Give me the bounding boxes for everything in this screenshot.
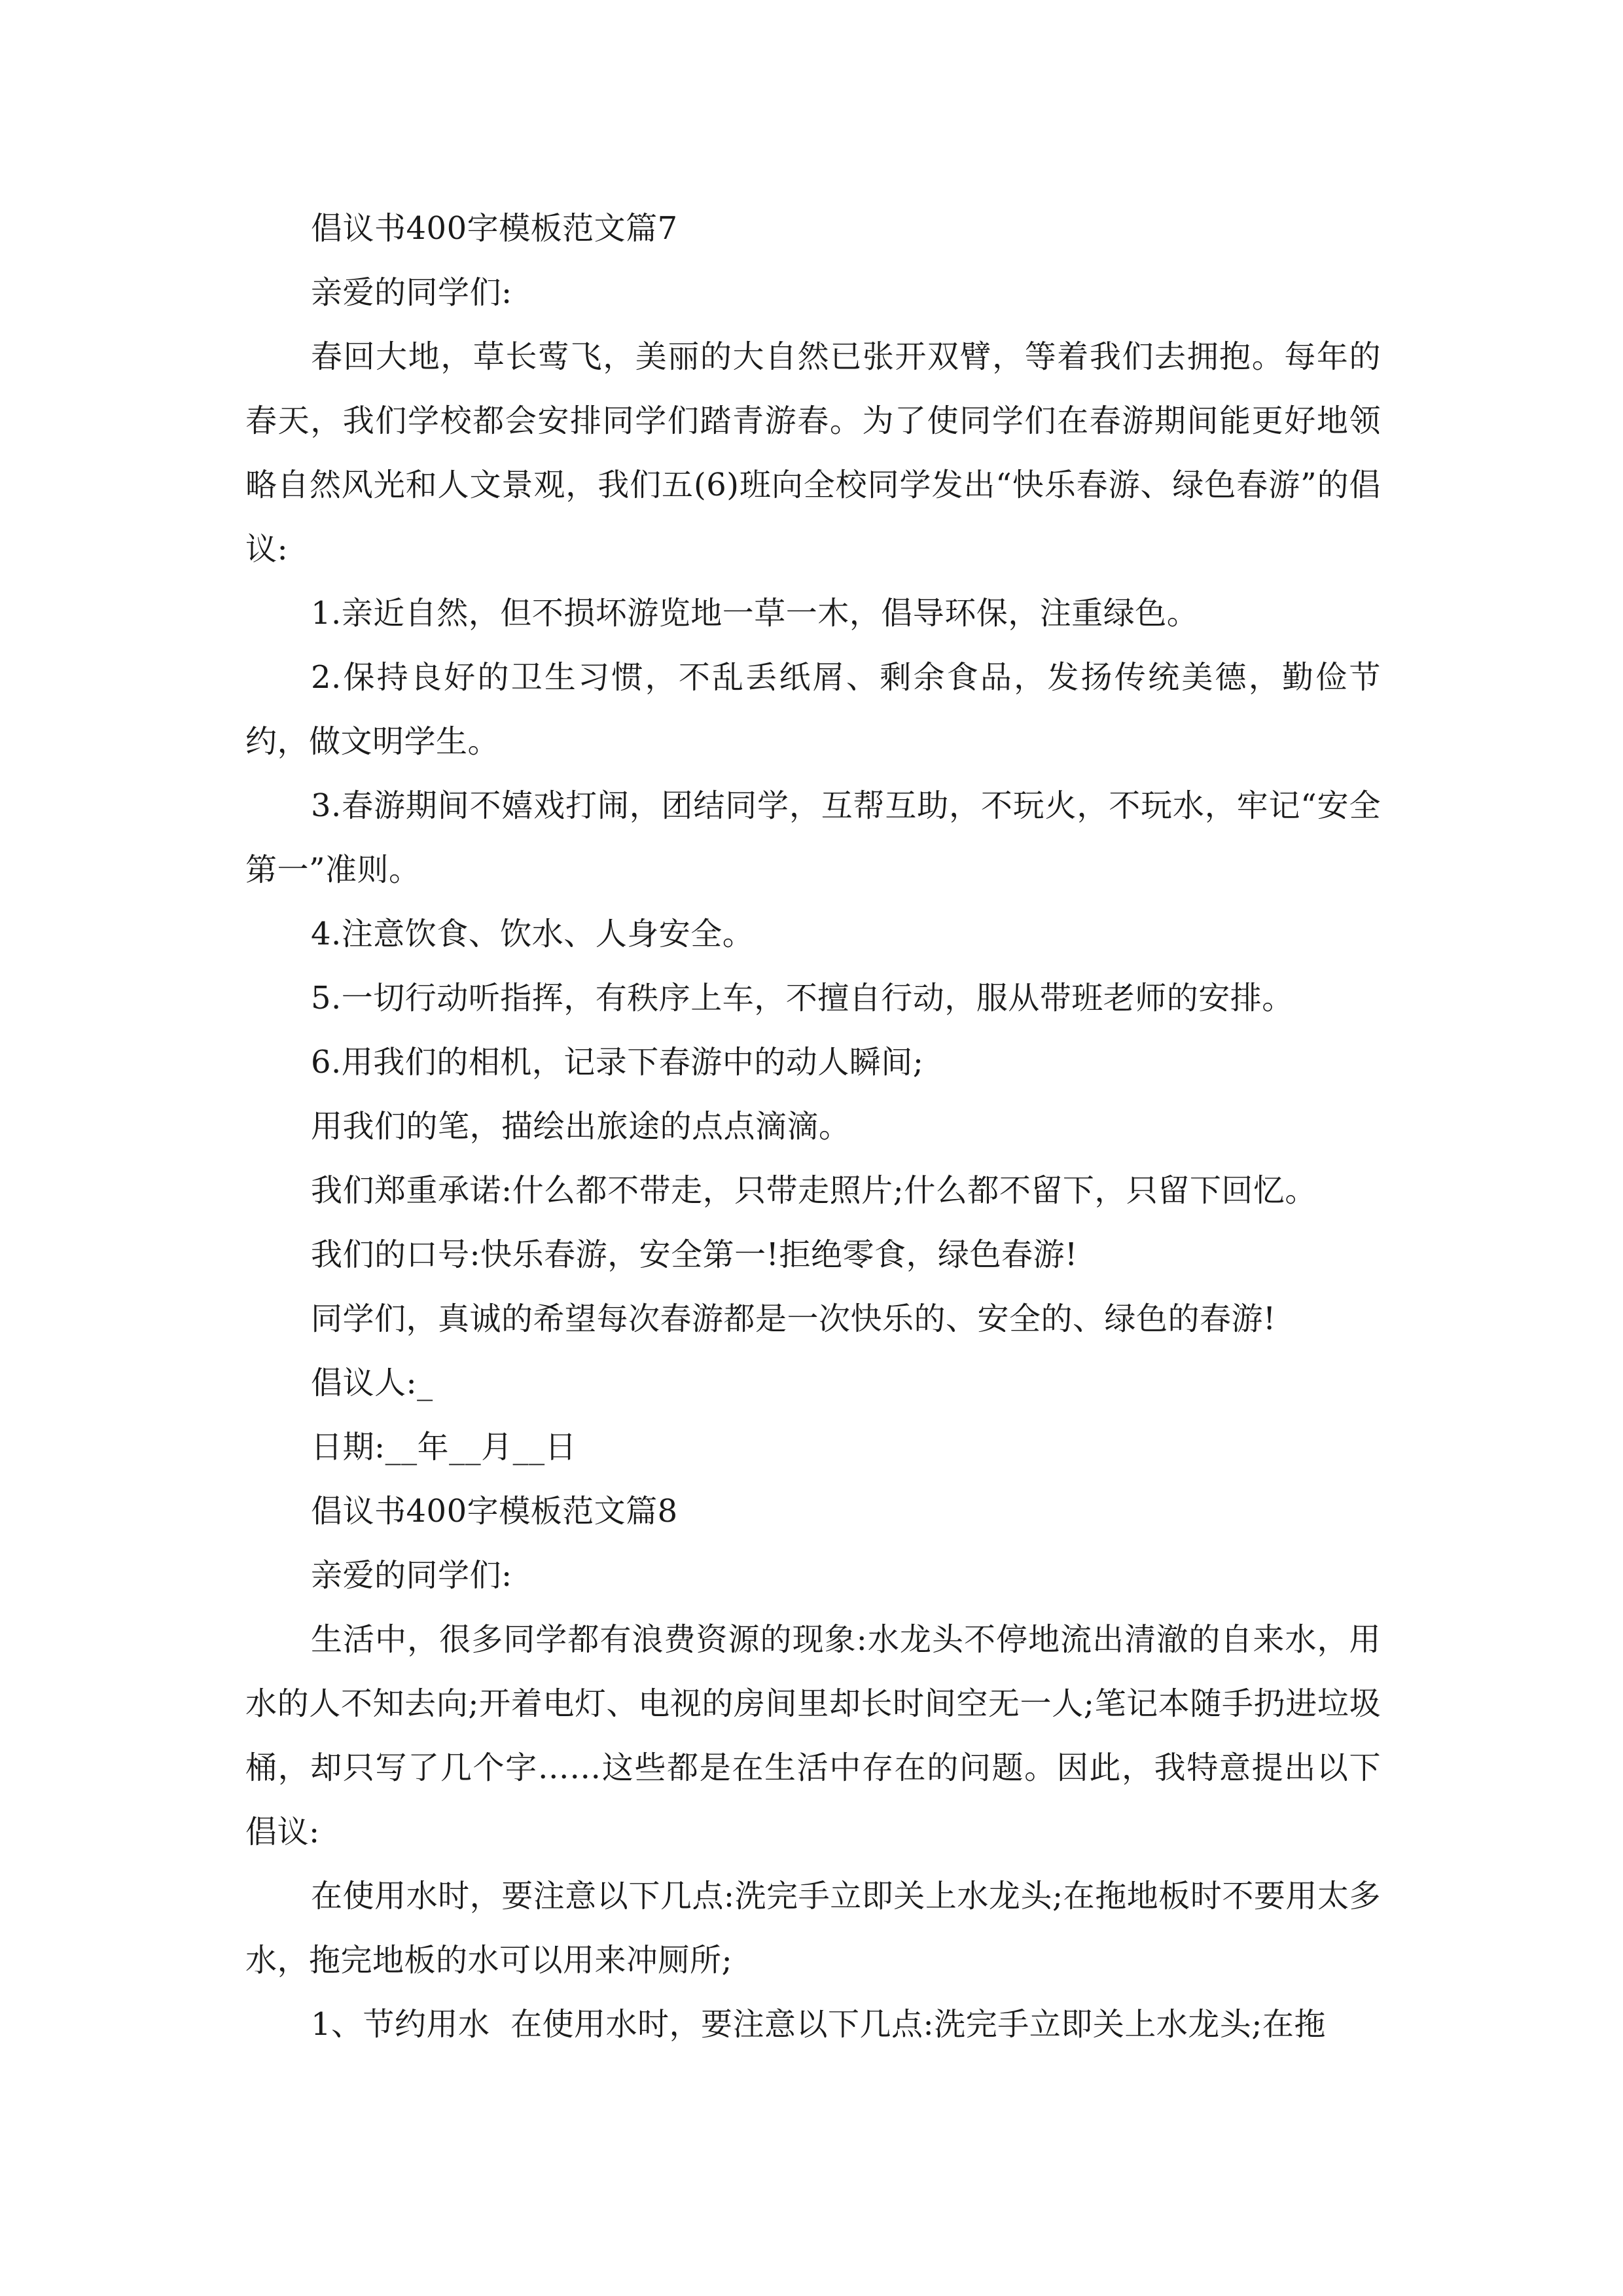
section-8-title: 倡议书400字模板范文篇8 [311, 1493, 678, 1530]
section-7-promise: 我们郑重承诺:什么都不带走，只带走照片;什么都不留下，只留下回忆。 [311, 1172, 1317, 1209]
section-7-wish: 同学们，真诚的希望每次春游都是一次快乐的、安全的、绿色的春游! [311, 1300, 1276, 1337]
section-7-initiator: 倡议人:_ [311, 1365, 433, 1401]
section-7-item-6: 6.用我们的相机，记录下春游中的动人瞬间; [311, 1044, 924, 1081]
section-7-pen-line: 用我们的笔，描绘出旅途的点点滴滴。 [311, 1108, 851, 1145]
section-7-item-2: 2.保持良好的卫生习惯，不乱丢纸屑、剩余食品，发扬传统美德，勤俭节约，做文明学生。 [245, 659, 1381, 760]
section-7-intro: 春回大地，草长莺飞，美丽的大自然已张开双臂，等着我们去拥抱。每年的春天，我们学校都会安排同学们踏青游春。为了使同学们在春游期间能更好地领略自然风光和人文景观，我们五(6)班向全校同学发出“快乐春游、绿色春游”的倡议: [245, 338, 1381, 567]
section-8-greeting: 亲爱的同学们: [311, 1557, 512, 1594]
section-7-item-1: 1.亲近自然，但不损坏游览地一草一木，倡导环保，注重绿色。 [311, 595, 1199, 632]
section-7-slogan: 我们的口号:快乐春游，安全第一!拒绝零食，绿色春游! [311, 1236, 1078, 1273]
section-7-greeting: 亲爱的同学们: [311, 274, 512, 311]
section-8-item-1: 1、节约用水 在使用水时，要注意以下几点:洗完手立即关上水龙头;在拖 [311, 2006, 1326, 2043]
section-7-item-5: 5.一切行动听指挥，有秩序上车，不擅自行动，服从带班老师的安排。 [311, 980, 1294, 1016]
section-7-date: 日期:__年__月__日 [311, 1429, 577, 1465]
section-7-item-4: 4.注意饮食、饮水、人身安全。 [311, 916, 755, 952]
document-body [245, 196, 1381, 2056]
section-7-title: 倡议书400字模板范文篇7 [311, 210, 678, 247]
section-8-intro: 生活中，很多同学都有浪费资源的现象:水龙头不停地流出清澈的自来水，用水的人不知去向;开着电灯、电视的房间里却长时间空无一人;笔记本随手扔进垃圾桶，却只写了几个字……这些都是在生活中存在的问题。因此，我特意提出以下倡议: [245, 1621, 1381, 1850]
section-8-water-tip: 在使用水时，要注意以下几点:洗完手立即关上水龙头;在拖地板时不要用太多水，拖完地板的水可以用来冲厕所; [245, 1878, 1381, 1979]
section-7-item-3: 3.春游期间不嬉戏打闹，团结同学，互帮互助，不玩火，不玩水，牢记“安全第一”准则。 [245, 787, 1381, 888]
